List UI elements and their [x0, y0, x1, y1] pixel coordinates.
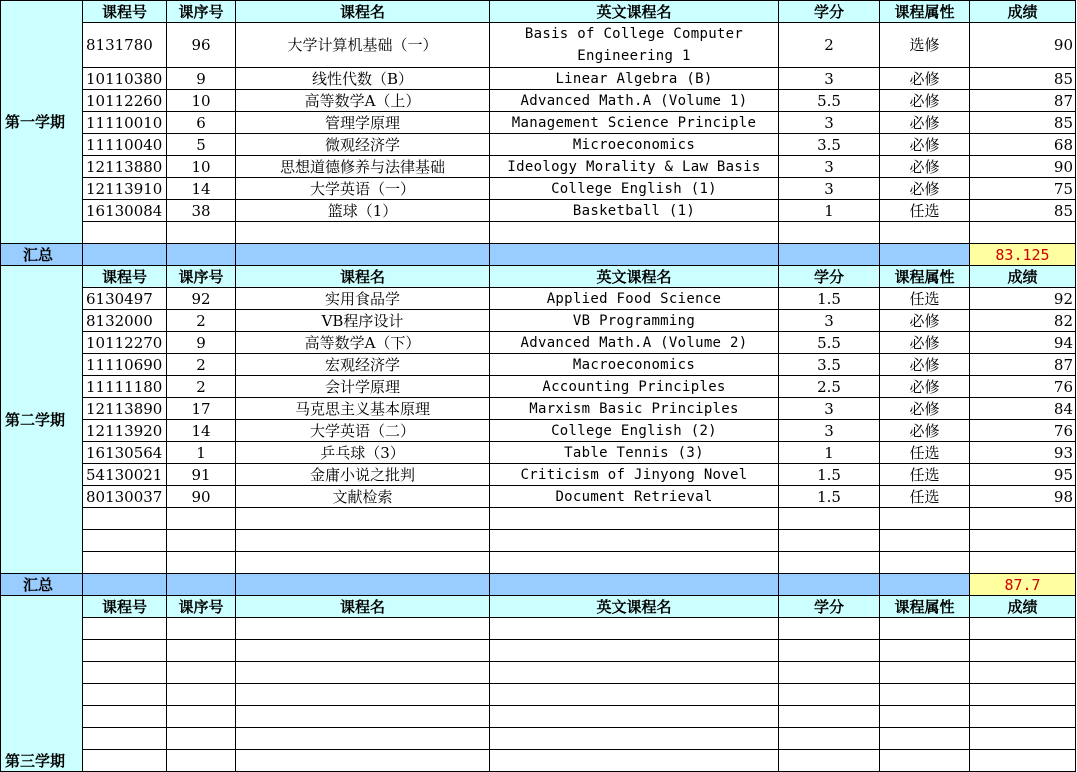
seq-no-cell: 38 — [167, 200, 236, 222]
semester-2-label: 第二学期 — [1, 266, 83, 574]
credit-cell: 3 — [779, 420, 880, 442]
empty-cell — [970, 508, 1076, 530]
table-row — [1, 68, 1076, 90]
seq-no-cell: 90 — [167, 486, 236, 508]
empty-cell — [83, 728, 167, 750]
header-course-no: 课程号 — [83, 1, 167, 23]
course-no-cell: 12113890 — [83, 398, 167, 420]
attribute-cell: 必修 — [880, 134, 970, 156]
credit-cell: 1 — [779, 200, 880, 222]
header-grade: 成绩 — [970, 596, 1076, 618]
empty-cell — [880, 706, 970, 728]
table-row — [1, 640, 1076, 662]
table-row — [1, 618, 1076, 640]
header-credit: 学分 — [779, 266, 880, 288]
course-name-cell: 文献检索 — [236, 486, 490, 508]
attribute-cell: 任选 — [880, 486, 970, 508]
table-row — [1, 464, 1076, 486]
empty-cell — [236, 508, 490, 530]
attribute-cell: 选修 — [880, 23, 970, 68]
header-course-name: 课程名 — [236, 1, 490, 23]
attribute-cell: 必修 — [880, 178, 970, 200]
course-no-cell: 10112270 — [83, 332, 167, 354]
empty-cell — [779, 552, 880, 574]
course-no-cell: 10110380 — [83, 68, 167, 90]
credit-cell: 3 — [779, 156, 880, 178]
english-name-cell: Management Science Principle — [490, 112, 779, 134]
empty-cell — [880, 222, 970, 244]
table-row — [1, 200, 1076, 222]
empty-cell — [779, 618, 880, 640]
table-row — [1, 332, 1076, 354]
grade-cell: 68 — [970, 134, 1076, 156]
table-row — [1, 156, 1076, 178]
table-row — [1, 442, 1076, 464]
course-no-cell: 11110010 — [83, 112, 167, 134]
course-no-cell: 16130084 — [83, 200, 167, 222]
empty-cell — [880, 530, 970, 552]
empty-cell — [236, 750, 490, 772]
table-row — [1, 376, 1076, 398]
english-name-cell: Microeconomics — [490, 134, 779, 156]
header-english-name: 英文课程名 — [490, 1, 779, 23]
credit-cell: 1.5 — [779, 288, 880, 310]
course-name-cell: 高等数学A（上） — [236, 90, 490, 112]
empty-cell — [167, 574, 236, 596]
credit-cell: 5.5 — [779, 332, 880, 354]
empty-cell — [167, 640, 236, 662]
grade-cell: 76 — [970, 376, 1076, 398]
course-no-cell: 6130497 — [83, 288, 167, 310]
semester-3-label: 第三学期 — [1, 596, 83, 772]
credit-cell: 3 — [779, 178, 880, 200]
header-seq-no: 课序号 — [167, 266, 236, 288]
course-no-cell: 54130021 — [83, 464, 167, 486]
empty-cell — [490, 728, 779, 750]
english-name-cell: Advanced Math.A (Volume 1) — [490, 90, 779, 112]
english-name-cell: Ideology Morality & Law Basis — [490, 156, 779, 178]
attribute-cell: 必修 — [880, 112, 970, 134]
table-row — [1, 508, 1076, 530]
seq-no-cell: 1 — [167, 442, 236, 464]
empty-cell — [970, 640, 1076, 662]
grade-cell: 85 — [970, 200, 1076, 222]
table-row — [1, 552, 1076, 574]
empty-cell — [970, 684, 1076, 706]
course-name-cell: VB程序设计 — [236, 310, 490, 332]
course-no-cell: 10112260 — [83, 90, 167, 112]
grade-cell: 87 — [970, 90, 1076, 112]
grade-cell: 82 — [970, 310, 1076, 332]
empty-cell — [236, 684, 490, 706]
credit-cell: 3 — [779, 398, 880, 420]
empty-cell — [880, 640, 970, 662]
header-row — [1, 1, 1076, 23]
empty-cell — [779, 530, 880, 552]
attribute-cell: 必修 — [880, 354, 970, 376]
empty-cell — [490, 222, 779, 244]
seq-no-cell: 10 — [167, 90, 236, 112]
english-name-cell: VB Programming — [490, 310, 779, 332]
empty-cell — [236, 222, 490, 244]
table-row — [1, 684, 1076, 706]
table-row — [1, 112, 1076, 134]
header-grade: 成绩 — [970, 1, 1076, 23]
empty-cell — [167, 618, 236, 640]
empty-cell — [83, 552, 167, 574]
empty-cell — [779, 574, 880, 596]
credit-cell: 3 — [779, 112, 880, 134]
grade-cell: 95 — [970, 464, 1076, 486]
grade-cell: 84 — [970, 398, 1076, 420]
header-english-name: 英文课程名 — [490, 596, 779, 618]
course-name-cell: 高等数学A（下） — [236, 332, 490, 354]
seq-no-cell: 91 — [167, 464, 236, 486]
course-name-cell: 金庸小说之批判 — [236, 464, 490, 486]
course-name-cell: 大学英语（二） — [236, 420, 490, 442]
header-course-name: 课程名 — [236, 266, 490, 288]
empty-cell — [970, 706, 1076, 728]
header-row — [1, 266, 1076, 288]
header-attribute: 课程属性 — [880, 1, 970, 23]
course-name-cell: 乒乓球（3） — [236, 442, 490, 464]
course-no-cell: 12113920 — [83, 420, 167, 442]
table-row — [1, 222, 1076, 244]
empty-cell — [490, 508, 779, 530]
summary-row — [1, 574, 1076, 596]
empty-cell — [490, 706, 779, 728]
attribute-cell: 必修 — [880, 68, 970, 90]
attribute-cell: 任选 — [880, 464, 970, 486]
empty-cell — [490, 244, 779, 266]
table-row — [1, 420, 1076, 442]
semester-1-section — [1, 1, 1076, 266]
header-credit: 学分 — [779, 596, 880, 618]
attribute-cell: 必修 — [880, 332, 970, 354]
seq-no-cell: 9 — [167, 332, 236, 354]
course-no-cell: 16130564 — [83, 442, 167, 464]
header-credit: 学分 — [779, 1, 880, 23]
empty-cell — [970, 222, 1076, 244]
attribute-cell: 必修 — [880, 310, 970, 332]
seq-no-cell: 10 — [167, 156, 236, 178]
header-course-no: 课程号 — [83, 596, 167, 618]
course-name-cell: 马克思主义基本原理 — [236, 398, 490, 420]
credit-cell: 3 — [779, 68, 880, 90]
empty-cell — [880, 508, 970, 530]
english-name-cell: Criticism of Jinyong Novel — [490, 464, 779, 486]
attribute-cell: 任选 — [880, 200, 970, 222]
course-no-cell: 8132000 — [83, 310, 167, 332]
header-course-no: 课程号 — [83, 266, 167, 288]
empty-cell — [970, 750, 1076, 772]
grade-cell: 94 — [970, 332, 1076, 354]
empty-cell — [83, 706, 167, 728]
empty-cell — [83, 750, 167, 772]
course-name-cell: 宏观经济学 — [236, 354, 490, 376]
table-row — [1, 23, 1076, 68]
header-row — [1, 596, 1076, 618]
empty-cell — [880, 750, 970, 772]
empty-cell — [83, 662, 167, 684]
empty-cell — [970, 618, 1076, 640]
empty-cell — [83, 244, 167, 266]
english-name-cell: Macroeconomics — [490, 354, 779, 376]
header-english-name: 英文课程名 — [490, 266, 779, 288]
seq-no-cell: 9 — [167, 68, 236, 90]
course-no-cell: 12113910 — [83, 178, 167, 200]
credit-cell: 1.5 — [779, 486, 880, 508]
empty-cell — [167, 706, 236, 728]
credit-cell: 2 — [779, 23, 880, 68]
empty-cell — [167, 244, 236, 266]
empty-cell — [83, 222, 167, 244]
english-name-cell: Linear Algebra (B) — [490, 68, 779, 90]
attribute-cell: 必修 — [880, 398, 970, 420]
empty-cell — [779, 706, 880, 728]
course-no-cell: 12113880 — [83, 156, 167, 178]
empty-cell — [490, 750, 779, 772]
empty-cell — [490, 552, 779, 574]
attribute-cell: 任选 — [880, 442, 970, 464]
empty-cell — [779, 750, 880, 772]
credit-cell: 3 — [779, 310, 880, 332]
course-name-cell: 篮球（1） — [236, 200, 490, 222]
empty-cell — [167, 728, 236, 750]
course-name-cell: 思想道德修养与法律基础 — [236, 156, 490, 178]
empty-cell — [490, 618, 779, 640]
grade-cell: 85 — [970, 68, 1076, 90]
empty-cell — [970, 530, 1076, 552]
header-attribute: 课程属性 — [880, 266, 970, 288]
header-attribute: 课程属性 — [880, 596, 970, 618]
empty-cell — [880, 662, 970, 684]
empty-cell — [970, 728, 1076, 750]
credit-cell: 1 — [779, 442, 880, 464]
seq-no-cell: 6 — [167, 112, 236, 134]
seq-no-cell: 2 — [167, 376, 236, 398]
table-row — [1, 310, 1076, 332]
empty-cell — [490, 684, 779, 706]
empty-cell — [490, 574, 779, 596]
english-name-cell: Marxism Basic Principles — [490, 398, 779, 420]
grade-cell: 93 — [970, 442, 1076, 464]
empty-cell — [167, 552, 236, 574]
seq-no-cell: 2 — [167, 354, 236, 376]
seq-no-cell: 14 — [167, 178, 236, 200]
empty-cell — [83, 574, 167, 596]
course-name-cell: 线性代数（B） — [236, 68, 490, 90]
course-no-cell: 80130037 — [83, 486, 167, 508]
grade-cell: 98 — [970, 486, 1076, 508]
average-grade: 87.7 — [970, 574, 1076, 596]
empty-cell — [167, 662, 236, 684]
table-row — [1, 486, 1076, 508]
empty-cell — [970, 552, 1076, 574]
empty-cell — [970, 662, 1076, 684]
empty-cell — [236, 244, 490, 266]
table-row — [1, 398, 1076, 420]
empty-cell — [83, 508, 167, 530]
table-row — [1, 90, 1076, 112]
empty-cell — [236, 728, 490, 750]
average-grade: 83.125 — [970, 244, 1076, 266]
course-no-cell: 8131780 — [83, 23, 167, 68]
seq-no-cell: 96 — [167, 23, 236, 68]
empty-cell — [83, 618, 167, 640]
summary-label: 汇总 — [1, 244, 83, 266]
empty-cell — [167, 750, 236, 772]
header-course-name: 课程名 — [236, 596, 490, 618]
empty-cell — [167, 684, 236, 706]
english-name-cell: Basketball (1) — [490, 200, 779, 222]
english-name-cell: Accounting Principles — [490, 376, 779, 398]
empty-cell — [779, 508, 880, 530]
course-no-cell: 11111180 — [83, 376, 167, 398]
course-name-cell: 微观经济学 — [236, 134, 490, 156]
table-row — [1, 134, 1076, 156]
semester-3-section — [1, 596, 1076, 772]
table-row — [1, 706, 1076, 728]
course-name-cell: 管理学原理 — [236, 112, 490, 134]
empty-cell — [83, 530, 167, 552]
english-name-cell: Applied Food Science — [490, 288, 779, 310]
table-row — [1, 354, 1076, 376]
seq-no-cell: 5 — [167, 134, 236, 156]
empty-cell — [167, 508, 236, 530]
table-row — [1, 530, 1076, 552]
header-seq-no: 课序号 — [167, 1, 236, 23]
grade-cell: 87 — [970, 354, 1076, 376]
english-name-cell: Table Tennis (3) — [490, 442, 779, 464]
empty-cell — [779, 662, 880, 684]
empty-cell — [236, 662, 490, 684]
attribute-cell: 必修 — [880, 156, 970, 178]
grade-cell: 75 — [970, 178, 1076, 200]
empty-cell — [236, 552, 490, 574]
grade-cell: 92 — [970, 288, 1076, 310]
course-name-cell: 实用食品学 — [236, 288, 490, 310]
header-grade: 成绩 — [970, 266, 1076, 288]
header-seq-no: 课序号 — [167, 596, 236, 618]
credit-cell: 3.5 — [779, 354, 880, 376]
empty-cell — [490, 640, 779, 662]
table-row — [1, 178, 1076, 200]
course-no-cell: 11110040 — [83, 134, 167, 156]
summary-row — [1, 244, 1076, 266]
empty-cell — [880, 552, 970, 574]
english-name-cell: College English (2) — [490, 420, 779, 442]
empty-cell — [779, 244, 880, 266]
english-name-cell: Basis of College Computer Engineering 1 — [490, 23, 779, 68]
attribute-cell: 必修 — [880, 376, 970, 398]
empty-cell — [880, 728, 970, 750]
empty-cell — [236, 530, 490, 552]
empty-cell — [490, 662, 779, 684]
course-no-cell: 11110690 — [83, 354, 167, 376]
empty-cell — [880, 574, 970, 596]
attribute-cell: 必修 — [880, 90, 970, 112]
summary-label: 汇总 — [1, 574, 83, 596]
empty-cell — [779, 728, 880, 750]
english-name-cell: College English (1) — [490, 178, 779, 200]
credit-cell: 2.5 — [779, 376, 880, 398]
empty-cell — [490, 530, 779, 552]
empty-cell — [236, 640, 490, 662]
semester-1-label: 第一学期 — [1, 1, 83, 244]
course-name-cell: 大学英语（一） — [236, 178, 490, 200]
empty-cell — [167, 222, 236, 244]
empty-cell — [83, 684, 167, 706]
grade-cell: 76 — [970, 420, 1076, 442]
grade-cell: 85 — [970, 112, 1076, 134]
seq-no-cell: 17 — [167, 398, 236, 420]
english-name-cell: Advanced Math.A (Volume 2) — [490, 332, 779, 354]
grade-cell: 90 — [970, 156, 1076, 178]
english-name-cell: Document Retrieval — [490, 486, 779, 508]
credit-cell: 3.5 — [779, 134, 880, 156]
empty-cell — [779, 684, 880, 706]
empty-cell — [236, 574, 490, 596]
empty-cell — [880, 684, 970, 706]
empty-cell — [167, 530, 236, 552]
seq-no-cell: 92 — [167, 288, 236, 310]
course-name-cell: 会计学原理 — [236, 376, 490, 398]
empty-cell — [880, 244, 970, 266]
empty-cell — [236, 706, 490, 728]
grade-cell: 90 — [970, 23, 1076, 68]
empty-cell — [779, 640, 880, 662]
attribute-cell: 必修 — [880, 420, 970, 442]
seq-no-cell: 14 — [167, 420, 236, 442]
course-name-cell: 大学计算机基础（一） — [236, 23, 490, 68]
empty-cell — [83, 640, 167, 662]
table-row — [1, 662, 1076, 684]
attribute-cell: 任选 — [880, 288, 970, 310]
credit-cell: 1.5 — [779, 464, 880, 486]
semester-2-section — [1, 266, 1076, 596]
seq-no-cell: 2 — [167, 310, 236, 332]
table-row — [1, 728, 1076, 750]
empty-cell — [779, 222, 880, 244]
table-row — [1, 750, 1076, 772]
credit-cell: 5.5 — [779, 90, 880, 112]
table-row — [1, 288, 1076, 310]
empty-cell — [880, 618, 970, 640]
empty-cell — [236, 618, 490, 640]
